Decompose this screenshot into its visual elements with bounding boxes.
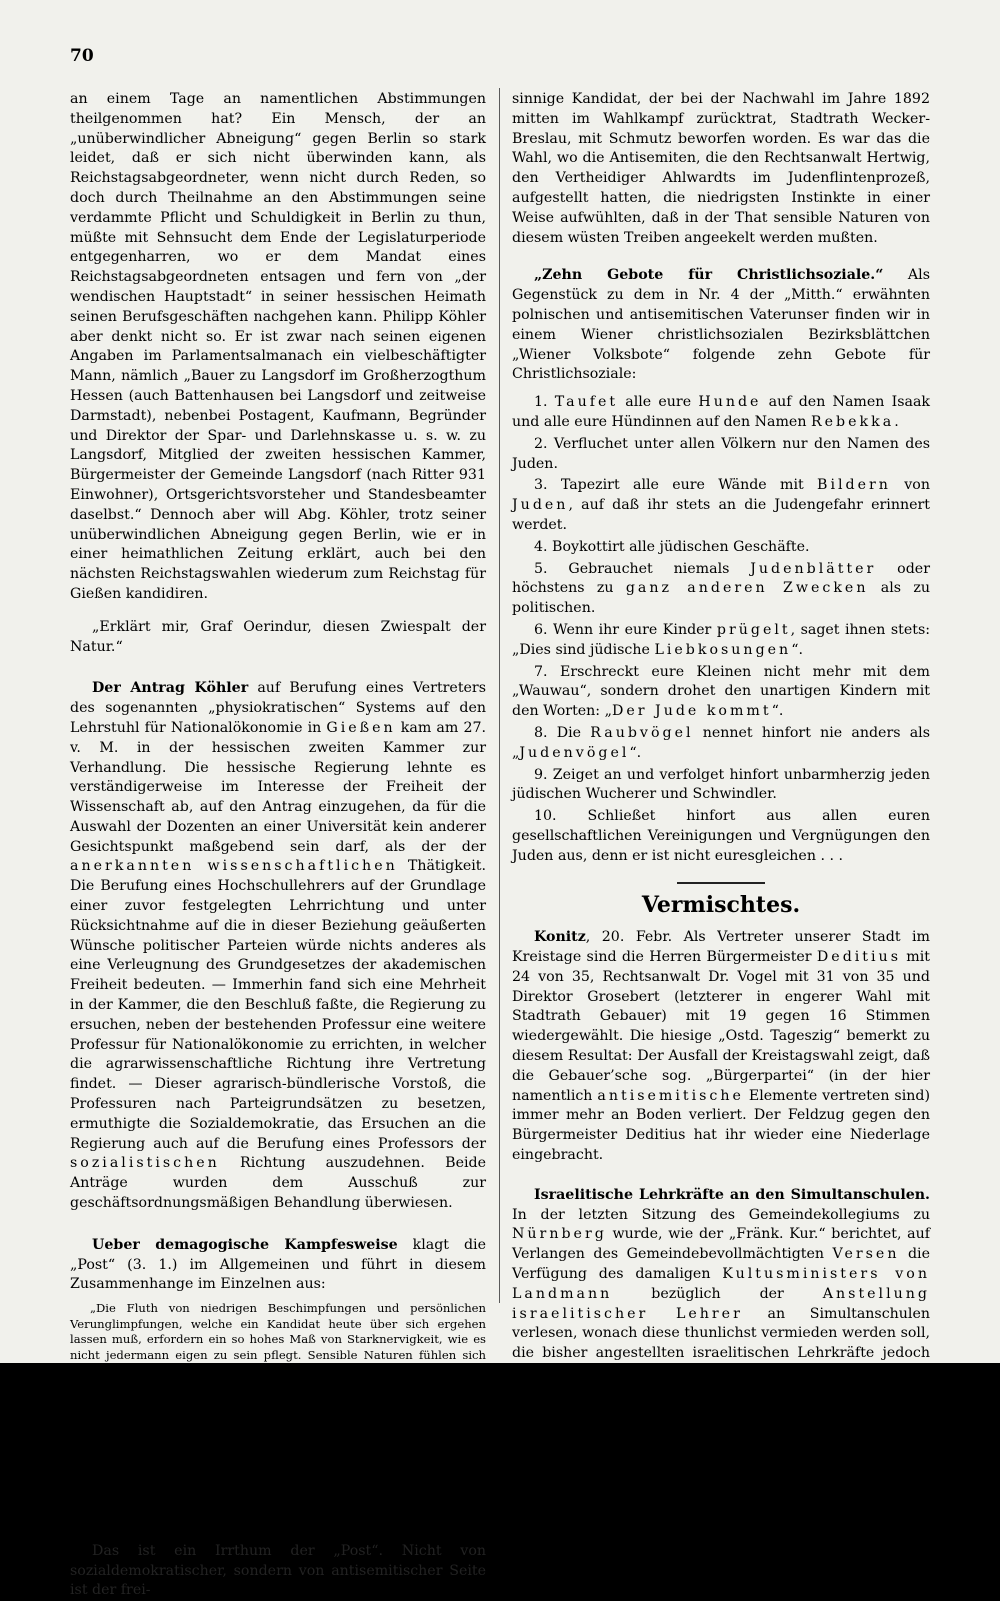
antrag-article <box>70 679 486 1214</box>
post-quote-c: Seite mit Schmutz beworfen wurde und solche verlogenen Angriffe nicht länger ertragen konnte.“ <box>70 1502 486 1533</box>
konitz-b: mit 24 von 35, Rechtsanwalt Dr. Vogel mit 31 von 35 und Direktor Grosebert (letzterer in engerer Wahl mit Stadtrath Gebauer) mit 19 gegen 16 Stimmen wiedergewählt. Die hiesige „Ostd. Tageszig“ bemerkt zu diesem Resultat: Der Ausfall der Kreistagswahl zeigt, daß die Gebauer’sche sog. „Bürgerpartei“ (in der hier namentlich <box>512 949 930 1104</box>
g6-b: prügelt <box>716 621 791 638</box>
israel-heading: Israelitische Lehrkräfte an den Simultanschulen. <box>534 1186 930 1203</box>
oerindur-quote: „Erklärt mir, Graf Oerindur, diesen Zwiespalt der Natur.“ <box>70 618 486 655</box>
antrag-text-b: kam am 27. v. M. in der hessischen zweiten Kammer zur Verhandlung. Die hessische Regierung lehnte es verständigerweise im Interesse der Freiheit der Wissenschaft ab, auf den Antrag einzugehen, da für die Auswahl der Dozenten an einer Universität kein anderer Gesichtspunkt maßgebend sein darf, als der der <box>70 719 487 855</box>
gebote-article <box>512 266 930 385</box>
g8-a: 8. Die <box>534 724 591 741</box>
list-item: 2. Verfluchet unter allen Völkern nur den Namen des Juden. <box>512 435 930 472</box>
g1-a: 1. <box>534 394 555 411</box>
list-item <box>512 393 930 433</box>
konitz-antisemitische: antisemitische <box>597 1087 744 1104</box>
g3-d: Juden <box>512 497 569 514</box>
post-quote <box>70 1301 486 1534</box>
post-quote-b: Kandidat in Liegnitz noch während des Wahlkampfes zurück, weil er in nichtswürdigster Weise von <box>70 1471 486 1502</box>
israel-c: die Verfügung des damaligen <box>512 1246 930 1283</box>
israel-versen: Versen <box>832 1246 900 1263</box>
israel-nuernberg: Nürnberg <box>512 1226 607 1243</box>
g5-e: als zu politischen. <box>512 580 930 617</box>
g5-b: Judenblätter <box>750 560 877 577</box>
wecker-paragraph: sinnige Kandidat, der bei der Nachwahl im Jahre 1892 mitten im Wahlkampf zurücktrat, Stadtrath Wecker-Breslau, mit Schmutz beworfen worden. Es war das die Wahl, wo die Antisemiten, die den Rechtsanwalt Hertwig, den Vertheidiger Ahlwardts im Judenflintenprozeß, aufgestellt hatten, die niedrigsten Instinkte in einer Weise aufwühlten, daß in der That sensible Naturen von diesem wüsten Treiben angeekelt werden mußten. <box>512 91 930 246</box>
konitz-c: Elemente vertreten sind) immer mehr an Boden verliert. Der Feldzug gegen den Bürgermeister Deditius hat ihr wieder eine Niederlage eingebracht. <box>512 1087 930 1164</box>
list-item <box>512 663 930 722</box>
israel-d: bezüglich der <box>612 1285 823 1302</box>
g1-g: . <box>894 413 899 430</box>
israel-e: an Simultanschulen verlesen, wonach diese thunlichst vermieden werden soll, die bisher angestellten israelitischen Lehrkräfte jedoch im Amte zu belassen seien. <box>512 1305 930 1382</box>
konitz-heading: Konitz <box>534 929 586 946</box>
g3-a: 3. Tapezirt alle eure Wände mit <box>534 477 818 494</box>
post-quote-freisinniger: freisinniger <box>70 1471 175 1486</box>
koehler-paragraph: an einem Tage an namentlichen Abstimmungen theilgenommen hat? Ein Mensch, der an „unüberwindlicher Abneigung“ gegen Berlin so stark leidet, daß er sich nicht überwinden kann, als Reichstagsabgeordneter, wenn nicht durch Reden, so doch durch Theilnahme an den Abstimmungen seine verdammte Pflicht und Schuldigkeit in Berlin zu thun, müßte mit Sehnsucht dem Ende der Legislaturperiode entgegenharren, wo er dem Mandat eines Reichstagsabgeordneten entsagen und fern von „der wendischen Hauptstadt“ in seiner hessischen Heimath seinen Berufsgeschäften nachgehen kann. Philipp Köhler aber denkt nicht so. Er ist zwar nach seinen eigenen Angaben im Parlamentsalmanach ein vielbeschäftigter Mann, nämlich „Bauer zu Langsdorf im Großherzogthum Hessen (auch Battenhausen bei Langsdorf und zeitweise Darmstadt), nebenbei Postagent, Kaufmann, Begründer und Direktor der Spar- und Darlehnskasse u. s. w. zu Langsdorf, Mitglied der zweiten hessischen Kammer, Bürgermeister der Gemeinde Langsdorf (nach Ritter 931 Einwohner), Ortsgerichtsvorsteher und Standesbeamter daselbst.“ Dennoch aber will Abg. Köhler, trotz seiner unüberwindlichen Abneigung gegen Berlin, wie er in einer heimathlichen Zeitung erklärt, auch bei den nächsten Reichstagswahlen wiederum zum Reichstag für Gießen kandidiren. <box>70 91 486 602</box>
g8-e: “. <box>629 744 642 761</box>
g8-c: nennet hinfort nie anders als „ <box>512 724 930 761</box>
antrag-text-d: Richtung auszudehnen. Beide Anträge wurden dem Ausschuß zur geschäftsordnungsmäßigen Behandlung überwiesen. <box>70 1155 486 1212</box>
list-item: 10. Schließet hinfort aus allen euren gesellschaftlichen Vereinigungen und Vergnügungen den Juden aus, denn er ist nicht euresgleichen . . . <box>512 808 930 864</box>
g6-c: , saget ihnen stets: „Dies sind jüdische <box>512 621 930 658</box>
g5-a: 5. Gebrauchet niemals <box>534 560 751 577</box>
antrag-anerkannten: anerkannten wissenschaftlichen <box>70 858 398 875</box>
antrag-text-a: auf Berufung eines Vertreters des sogenannten „physiokratischen“ Systems auf den Lehrstuhl für Nationalökonomie in <box>70 680 486 736</box>
g5-d: ganz anderen Zwecken <box>625 580 869 597</box>
post-correction: Das ist ein Irrthum der „Post“. Nicht von sozialdemokratischer, sondern von antisemitischer Seite ist der frei- <box>70 1542 486 1599</box>
israel-anstellung: Anstellung israelitischer Lehrer <box>512 1285 930 1322</box>
israel-b: wurde, wie der „Fränk. Kur.“ berichtet, auf Verlangen des Gemeindebevollmächtigten <box>512 1226 930 1263</box>
gebote-intro: Als Gegenstück zu dem in Nr. 4 der „Mitth.“ erwähnten polnischen und antisemitischen Vaterunser finden wir in einem Wiener christlichsozialen Bezirksblättchen „Wiener Volksbote“ folgende zehn Gebote für Christlichsoziale: <box>512 267 930 383</box>
g6-a: 6. Wenn ihr eure Kinder <box>534 621 717 638</box>
g8-d: Judenvögel <box>519 744 630 761</box>
g1-b: Taufet <box>554 394 619 411</box>
israel-kultusminister: Kultusministers von Landmann <box>512 1266 930 1302</box>
g3-b: Bildern <box>817 477 891 494</box>
post-quote-sozialdemokratischer: sozialdemokratischer <box>70 1502 256 1517</box>
g1-e: auf den Namen Isaak und alle eure Hündinnen auf den Namen <box>512 394 931 430</box>
g7-c: “. <box>771 703 784 720</box>
g1-d: Hunde <box>698 394 762 411</box>
g1-c: alle eure <box>618 394 699 411</box>
page-number: 70 <box>70 46 94 66</box>
section-heading: Vermischtes. <box>641 892 801 919</box>
g3-e: , auf daß ihr stets an die Judengefahr erinnert werdet. <box>512 497 930 533</box>
g1-f: Rebekka <box>810 413 895 430</box>
antrag-text-c: Thätigkeit. Die Berufung eines Hochschullehrers auf der Grundlage einer zuvor festgelegten Lehrrichtung und unter Rücksichtnahme auf die in dieser Beziehung geäußerten Wünsche politischer Parteien würde nichts anderes als eine Verleugnung des Grundgesetzes der akademischen Freiheit bedeuten. — Immerhin fand sich eine Mehrheit in der Kammer, die den Beschluß faßte, die Regierung zu ersuchen, neben der bestehenden Professur eine weitere Professur für Nationalökonomie zu errichten, in welcher die agrarwissenschaftliche Richtung ihre Vertretung findet. — Dieser agrarisch-bündlerische Vorstoß, die Professuren nach Parteigrundsätzen zu besetzen, ermuthigte die Sozialdemokratie, das Ersuchen an die Regierung auch auf die Berufung eines Professors der <box>70 858 486 1152</box>
g7-b: Der Jude kommt <box>611 703 772 720</box>
gebote-heading: „Zehn Gebote für Christlichsoziale.“ <box>534 267 884 284</box>
g5-c: oder höchstens zu <box>512 560 930 597</box>
post-quote-a: „Die Fluth von niedrigen Beschimpfungen und persönlichen Verunglimpfungen, welche ein Kandidat heute über sich ergehen lassen muß, erfordern ein so hohes Maß von Starknervigkeit, wie es nicht jedermann eigen zu sein pflegt. Sensible Naturen fühlen sich vielfach durch die Entartung des Parteikampfes abgestoßen, zumal Elemente, welche nicht so stark im Vordergrunde des politischen Meinungskampfes stehen, daß sie ohne weiteres wissen, wie leichtfertig und frivol gewerbsmäßige Hetzapostel mit den niedrigsten Verdächtigungen vorgehen, und danach von vornherein schließen können, wie wenig solche Angriffe bei allen anständig denkenden Menschen verfangen können. Vor einigen Jahren trat ein <box>70 1301 486 1471</box>
g3-c: von <box>890 477 930 494</box>
right-column <box>512 90 930 1498</box>
column-divider <box>499 88 500 1303</box>
israel-a: In der letzten Sitzung des Gemeindekollegiums zu <box>512 1206 930 1223</box>
konitz-deditius: Deditius <box>816 949 901 966</box>
gebote-list <box>512 393 930 866</box>
konitz-article <box>512 928 930 1166</box>
list-item <box>512 621 930 661</box>
g6-d: Liebkosungen <box>654 641 792 658</box>
list-item: 4. Boykottirt alle jüdischen Geschäfte. <box>534 538 810 555</box>
left-column <box>70 90 486 1601</box>
versen-quote: Versen betonte, der Boykott gegen einen Theil unserer Mitbürger, wie er in dieser Verfügung enthalten sei, welche die Anstellung von israelitischen Lehrkräften an den Simultanschulen und damit an allen Volksschulen in Nürnberg betreffe, gehöre zu den mancherlei betrübenden Erscheinungen, welche wir in der letzten Zeit auf dem Gebiete der inneren Politik in unserem engeren Vaterland hätten erleben müssen. Die Sache sei um so bedenklicher, als es sich <box>512 1389 930 1497</box>
antrag-sozialistischen: sozialistischen <box>70 1155 220 1172</box>
kampf-article <box>70 1236 486 1295</box>
g8-b: Raubvögel <box>590 724 694 741</box>
kampf-text: klagt die „Post“ (3. 1.) im Allgemeinen und führt in diesem Zusammenhange im Einzelnen aus: <box>70 1236 486 1293</box>
list-item: 9. Zeiget an und verfolget hinfort unbarmherzig jeden jüdischen Wucherer und Schwindler. <box>512 766 930 803</box>
section-divider <box>677 882 765 884</box>
konitz-a: , 20. Febr. Als Vertreter unserer Stadt im Kreistage sind die Herren Bürgermeister <box>512 929 930 966</box>
antrag-heading: Der Antrag Köhler <box>92 680 249 697</box>
israel-article <box>512 1186 930 1384</box>
kampf-heading: Ueber demagogische Kampfesweise <box>92 1236 398 1253</box>
list-item <box>512 476 930 535</box>
list-item <box>512 724 930 764</box>
antrag-giessen: Gießen <box>326 719 396 736</box>
list-item <box>512 560 930 619</box>
g7-a: 7. Erschreckt eure Kleinen nicht mehr mit dem „Wauwau“, sondern drohet den unartigen Kindern mit den Worten: „ <box>512 663 930 720</box>
g6-e: “. <box>791 641 803 658</box>
